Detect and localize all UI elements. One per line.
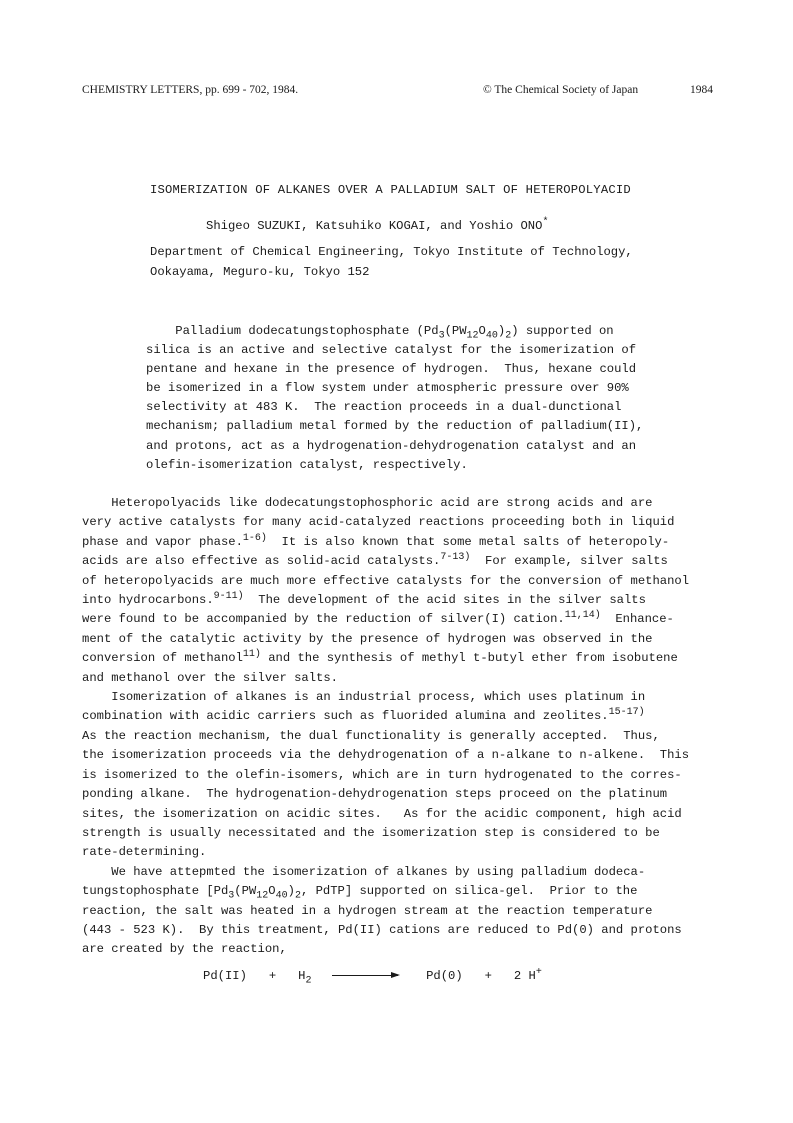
abstract-line: pentane and hexane in the presence of hydrogen. Thus, hexane could [146,362,637,377]
paper-title: ISOMERIZATION OF ALKANES OVER A PALLADIUM SALT OF HETEROPOLYACID [150,183,631,197]
body-line: conversion of methanol$^{11)}$ and the synthesis of methyl t-butyl ether from isobutene [82,649,678,666]
citation-ref: 11,14) [564,610,601,622]
citation-ref: 9-11) [213,590,244,602]
affiliation-line-2: Ookayama, Meguro-ku, Tokyo 152 [150,265,370,279]
body-line: rate-determining. [82,845,207,860]
body-line: and methanol over the silver salts. [82,670,338,685]
reaction-arrow-icon [332,975,398,976]
abstract-line: olefin-isomerization catalyst, respectively. [146,457,468,472]
body-line: of heteropolyacids are much more effective catalysts for the conversion of methanol [82,573,690,588]
abstract [146,322,666,475]
body-line: were found to be accompanied by the reduction of silver(I) cation.$^{11,14)}$ Enhance- [82,610,674,627]
body-text [82,494,722,960]
reaction-equation: Pd(II) + $H_2$ Pd(0) + 2 H+ [203,966,542,987]
body-line: are created by the reaction, [82,942,287,957]
body-line: reaction, the salt was heated in a hydrogen stream at the reaction temperature [82,903,653,918]
body-line: very active catalysts for many acid-catalyzed reactions proceeding both in liquid [82,515,675,530]
body-line: (443 - 523 K). By this treatment, Pd(II) cations are reduced to Pd(0) and protons [82,922,682,937]
author-names: Shigeo SUZUKI, Katsuhiko KOGAI, and Yoshio ONO [206,219,543,233]
abstract-line: be isomerized in a flow system under atmospheric pressure over 90% [146,381,629,396]
body-line: strength is usually necessitated and the isomerization step is considered to be [82,825,660,840]
affiliation-line-1: Department of Chemical Engineering, Tokyo Institute of Technology, [150,245,633,259]
abstract-line: and protons, act as a hydrogenation-dehydrogenation catalyst and an [146,438,637,453]
corresponding-author-mark: * [542,216,549,228]
body-line: We have attepmted the isomerization of alkanes by using palladium dodeca- [82,864,646,879]
body-line: acids are also effective as solid-acid catalysts.$^{7-13)}$ For example, silver salts [82,552,668,569]
abstract-line: selectivity at 483 K. The reaction proceeds in a dual-dunctional [146,400,622,415]
body-line: into hydrocarbons.$^{9-11)}$ The development of the acid sites in the silver salts [82,590,646,608]
body-line: combination with acidic carriers such as fluorided alumina and zeolites.$^{15-17)}$ [82,707,645,724]
body-line: sites, the isomerization on acidic sites. As for the acidic component, high acid [82,806,682,821]
body-line: Isomerization of alkanes is an industrial process, which uses platinum in [82,690,646,705]
citation-ref: 1-6) [242,532,267,544]
running-header-year: 1984 [690,84,713,96]
running-header-copyright: © The Chemical Society of Japan [483,84,639,96]
body-line: phase and vapor phase.$^{1-6)}$ It is also known that some metal salts of heteropoly- [82,532,670,549]
body-line: ponding alkane. The hydrogenation-dehydrogenation steps proceed on the platinum [82,787,668,802]
abstract-line: mechanism; palladium metal formed by the reduction of palladium(II), [146,419,644,434]
running-header-journal: CHEMISTRY LETTERS, pp. 699 - 702, 1984. [82,84,299,96]
body-line: is isomerized to the olefin-isomers, which are in turn hydrogenated to the corres- [82,767,682,782]
abstract-line: Palladium dodecatungstophosphate $(Pd_3(PW_{12}O_{40})_2)$ supported on [146,324,614,342]
body-line: tungstophosphate [$Pd_3(PW_{12}O_{40})_2$, PdTP] supported on silica-gel. Prior to the [82,884,638,902]
body-line: ment of the catalytic activity by the presence of hydrogen was observed in the [82,631,653,646]
body-line: the isomerization proceeds via the dehydrogenation of a n-alkane to n-alkene. This [82,748,690,763]
body-line: As the reaction mechanism, the dual functionality is generally accepted. Thus, [82,728,660,743]
authors [206,216,549,233]
citation-ref: 11) [242,649,261,661]
abstract-line: silica is an active and selective catalyst for the isomerization of [146,343,637,358]
body-line: Heteropolyacids like dodecatungstophosphoric acid are strong acids and are [82,496,653,510]
citation-ref: 15-17) [608,707,645,719]
citation-ref: 7-13) [440,552,471,564]
